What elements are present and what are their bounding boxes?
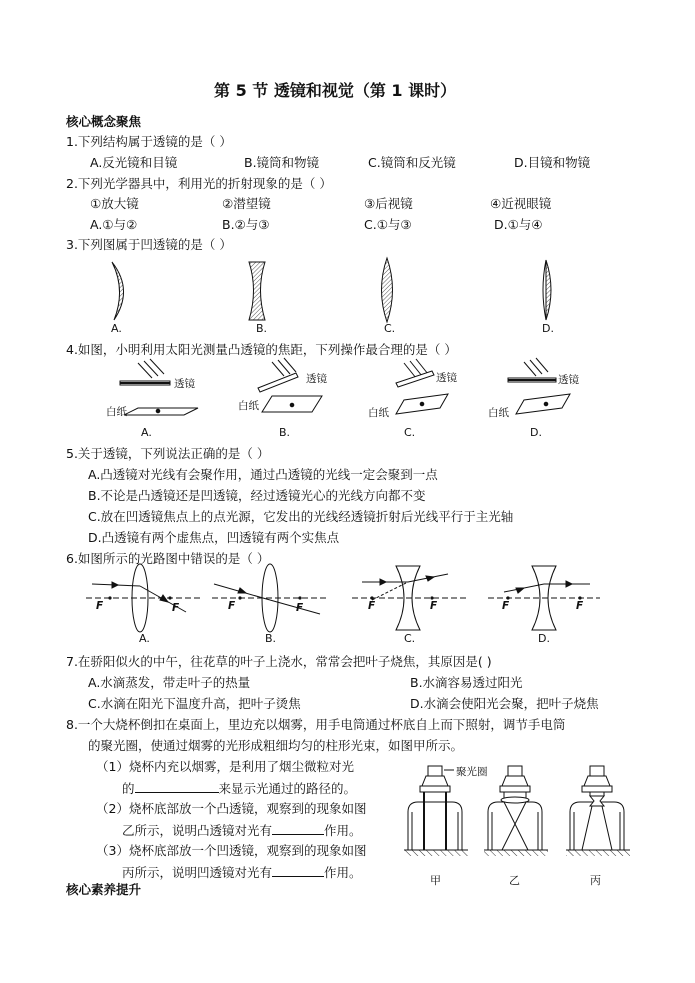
q8-figure-label-jia: 甲 [430,874,441,887]
q7-option-d[interactable]: D.水滴会使阳光会聚，把叶子烧焦 [410,696,599,711]
q5-option-a[interactable]: A.凸透镜对光线有会聚作用，通过凸透镜的光线一定会聚到一点 [88,467,438,482]
q8-stem-line2: 的聚光圈，使通过烟雾的光形成粗细均匀的柱形光束，如图甲所示。 [88,738,464,753]
q6-stem: 6.如图所示的光路图中错误的是（ ） [66,551,270,566]
beaker-yi [484,766,548,856]
beaker-jia [404,766,468,856]
q4-d-lens-label: 透镜 [558,374,579,386]
q4-c-paper-label: 白纸 [368,407,389,419]
q8-figure-label-yi: 乙 [509,874,520,887]
q8-aperture-label: 聚光圈 [456,766,488,778]
q4-b-paper-label: 白纸 [238,400,259,412]
q1-stem: 1.下列结构属于透镜的是（ ） [66,134,232,149]
beaker-bing [566,766,630,856]
q8-part2-line1: （2）烧杯底部放一个凸透镜，观察到的现象如图 [96,801,367,816]
q2-item-2: ②潜望镜 [222,196,271,211]
q4-b-lens-label: 透镜 [306,373,327,385]
q6-c-focus-right: F [430,600,438,612]
q2-item-1: ①放大镜 [90,196,139,211]
q8-part2-suffix: 作用。 [324,823,362,838]
q1-option-d[interactable]: D.目镜和物镜 [514,155,591,170]
q8-part2-prefix: 乙所示，说明凸透镜对光有 [122,823,273,838]
section-heading-core-literacy: 核心素养提升 [66,882,142,897]
q7-stem: 7.在骄阳似火的中午，往花草的叶子上浇水，常常会把叶子烧焦，其原因是( ) [66,654,492,669]
q3-stem: 3.下列图属于凹透镜的是（ ） [66,237,232,252]
q4-label-a[interactable]: A. [141,426,152,439]
q2-stem: 2.下列光学器具中，利用光的折射现象的是（ ） [66,176,332,191]
q6-d-focus-right: F [576,600,584,612]
q2-item-3: ③后视镜 [364,196,413,211]
q1-option-a[interactable]: A.反光镜和目镜 [90,155,178,170]
q4-label-b[interactable]: B. [279,426,291,439]
q2-option-b[interactable]: B.②与③ [222,217,270,232]
q8-part1-line1: （1）烧杯内充以烟雾，是利用了烟尘微粒对光 [96,759,354,774]
q4-c-lens-label: 透镜 [436,372,457,384]
q1-option-c[interactable]: C.镜筒和反光镜 [368,155,456,170]
q6-label-c[interactable]: C. [404,632,416,645]
q2-option-a[interactable]: A.①与② [90,217,138,232]
q3-label-a[interactable]: A. [111,322,122,335]
q7-option-c[interactable]: C.水滴在阳光下温度升高，把叶子烫焦 [88,696,301,711]
q4-stem: 4.如图，小明利用太阳光测量凸透镜的焦距，下列操作最合理的是（ ） [66,342,457,357]
q6-label-d[interactable]: D. [538,632,550,645]
q3-label-b[interactable]: B. [256,322,268,335]
q4-a-paper-label: 白纸 [106,406,127,418]
q4-d-paper-label: 白纸 [488,407,509,419]
q4-label-d[interactable]: D. [530,426,542,439]
q4-a-lens-label: 透镜 [174,378,195,390]
q8-part3-line1: （3）烧杯底部放一个凹透镜，观察到的现象如图 [96,843,367,858]
q6-d-focus-left: F [502,600,510,612]
q5-option-b[interactable]: B.不论是凸透镜还是凹透镜，经过透镜光心的光线方向都不变 [88,488,426,503]
q6-label-a[interactable]: A. [139,632,150,645]
q5-option-d[interactable]: D.凸透镜有两个虚焦点，凹透镜有两个实焦点 [88,530,340,545]
q6-a-focus-right: F [172,602,180,614]
q5-stem: 5.关于透镜，下列说法正确的是（ ） [66,446,270,461]
q6-c-focus-left: F [368,600,376,612]
page-title: 第 5 节 透镜和视觉（第 1 课时） [214,81,457,100]
q6-b-focus-right: F [296,602,304,614]
section-heading-core-concepts: 核心概念聚焦 [66,114,142,129]
q7-option-a[interactable]: A.水滴蒸发，带走叶子的热量 [88,675,251,690]
q1-option-b[interactable]: B.镜筒和物镜 [244,155,320,170]
q8-part3-prefix: 丙所示，说明凹透镜对光有 [122,865,273,880]
q6-b-focus-left: F [228,600,236,612]
q8-part1-suffix: 来显示光通过的路径的。 [218,781,357,796]
q8-stem-line1: 8.一个大烧杯倒扣在桌面上，里边充以烟雾，用手电筒通过杯底自上而下照射，调节手电筒 [66,717,566,732]
q2-item-4: ④近视眼镜 [490,196,552,211]
q3-label-c[interactable]: C. [384,322,396,335]
q7-option-b[interactable]: B.水滴容易透过阳光 [410,675,523,690]
q2-option-c[interactable]: C.①与③ [364,217,412,232]
q3-label-d[interactable]: D. [542,322,554,335]
q8-figure-label-bing: 丙 [590,874,601,887]
q5-option-c[interactable]: C.放在凹透镜焦点上的点光源，它发出的光线经透镜折射后光线平行于主光轴 [88,509,514,524]
q2-option-d[interactable]: D.①与④ [494,217,543,232]
q4-label-c[interactable]: C. [404,426,416,439]
q8-part1-prefix: 的 [122,781,135,796]
q6-a-focus-left: F [96,600,104,612]
q8-part3-suffix: 作用。 [324,865,362,880]
q6-label-b[interactable]: B. [265,632,277,645]
